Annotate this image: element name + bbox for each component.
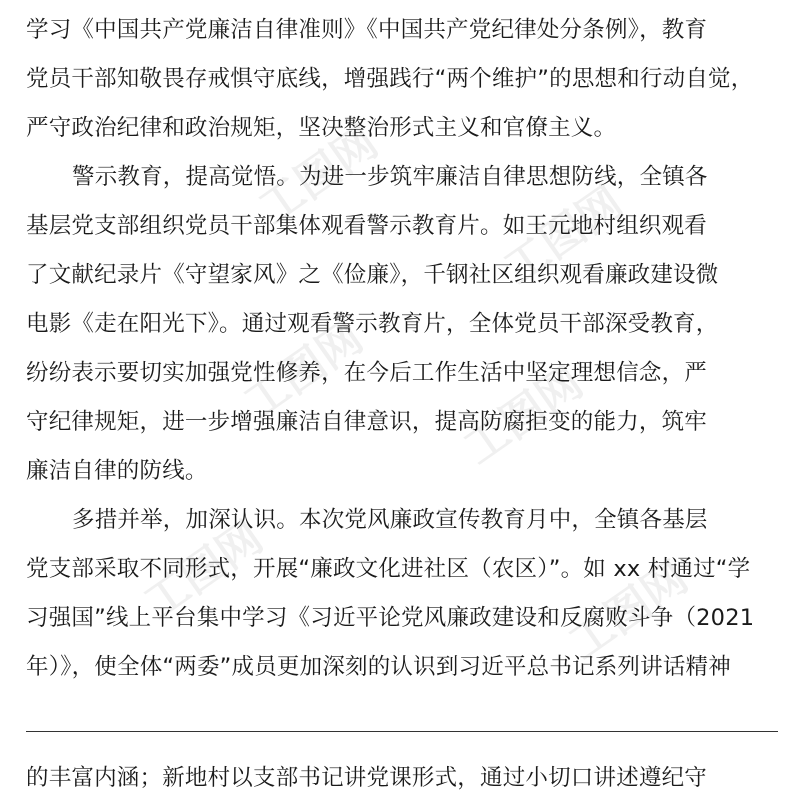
watermark: 工图网 bbox=[134, 511, 273, 630]
watermark: 工图网 bbox=[249, 116, 388, 235]
watermark: 工图网 bbox=[234, 311, 373, 430]
text-line: 党支部采取不同形式，开展“廉政文化进社区（农区）”。如 xx 村通过“学 bbox=[26, 556, 751, 582]
text-line: 了文献纪录片《守望家风》之《俭廉》，千钢社区组织观看廉政建设微 bbox=[26, 262, 719, 288]
text-line: 纷纷表示要切实加强党性修养，在今后工作生活中坚定理想信念，严 bbox=[26, 360, 708, 386]
watermark: 工图网 bbox=[454, 356, 593, 475]
text-line: 习强国”线上平台集中学习《习近平论党风廉政建设和反腐败斗争（2021 bbox=[26, 605, 755, 631]
page-break-divider bbox=[26, 731, 778, 732]
watermark: 工图网 bbox=[559, 551, 698, 670]
watermark: 工图网 bbox=[494, 176, 633, 295]
text-line: 电影《走在阳光下》。通过观看警示教育片，全体党员干部深受教育， bbox=[26, 311, 719, 337]
text-line: 廉洁自律的防线。 bbox=[26, 458, 208, 484]
text-line: 基层党支部组织党员干部集体观看警示教育片。如王元地村组织观看 bbox=[26, 213, 708, 239]
text-line: 党员干部知敬畏存戒惧守底线，增强践行“两个维护”的思想和行动自觉， bbox=[26, 66, 754, 92]
paragraph-start-line: 警示教育，提高觉悟。为进一步筑牢廉洁自律思想防线，全镇各 bbox=[72, 164, 708, 190]
text-line: 学习《中国共产党廉洁自律准则》《中国共产党纪律处分条例》，教育 bbox=[26, 17, 708, 43]
text-line: 严守政治纪律和政治规矩，坚决整治形式主义和官僚主义。 bbox=[26, 115, 617, 141]
text-line: 年）》，使全体“两委”成员更加深刻的认识到习近平总书记系列讲话精神 bbox=[26, 654, 731, 680]
text-line: 守纪律规矩，进一步增强廉洁自律意识，提高防腐拒变的能力，筑牢 bbox=[26, 409, 708, 435]
text-line: 的丰富内涵；新地村以支部书记讲党课形式，通过小切口讲述遵纪守 bbox=[26, 765, 708, 791]
paragraph-start-line: 多措并举，加深认识。本次党风廉政宣传教育月中，全镇各基层 bbox=[72, 507, 708, 533]
